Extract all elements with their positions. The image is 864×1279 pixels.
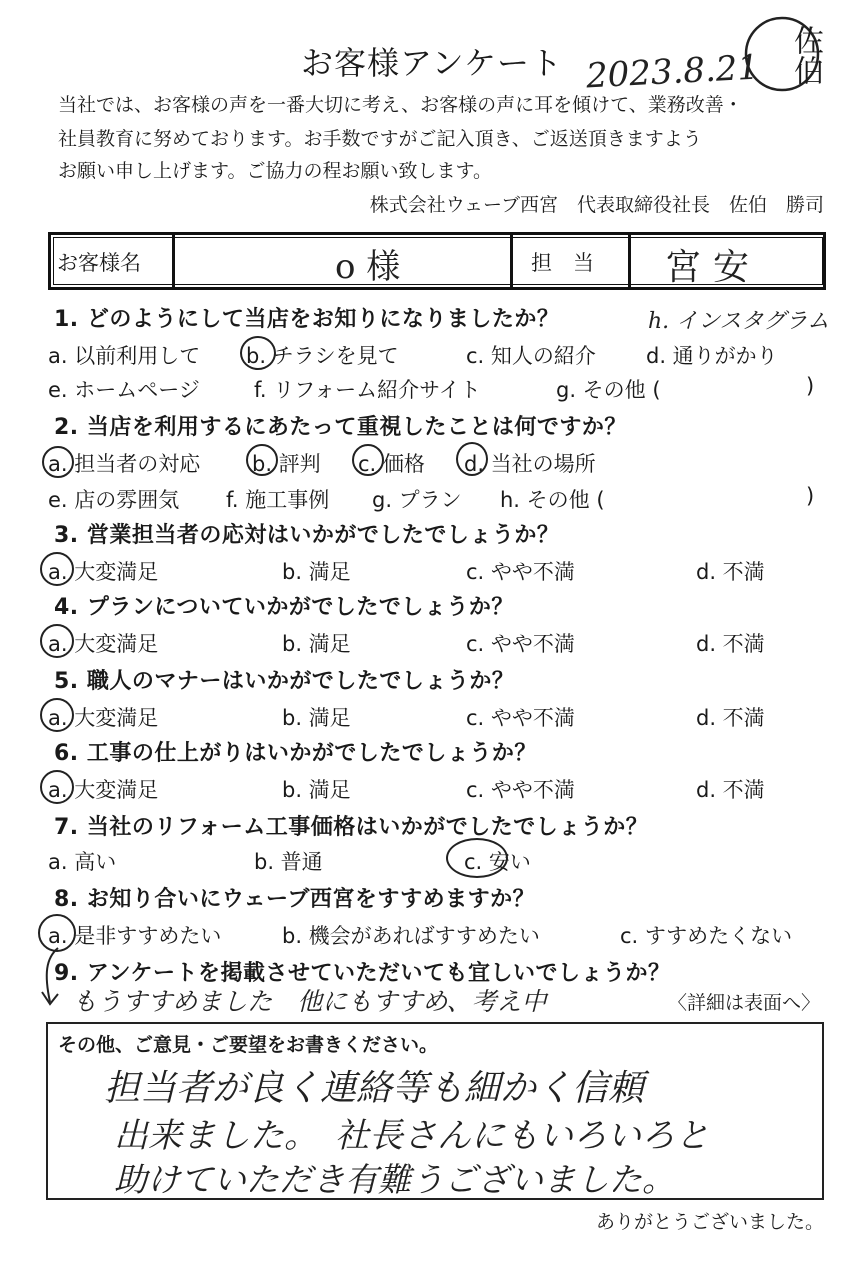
q5-option-c: c. やや不満 bbox=[466, 706, 575, 730]
detail-note: 〈詳細は表面へ〉 bbox=[668, 992, 821, 1014]
q1-option-f: f. リフォーム紹介サイト bbox=[254, 378, 481, 402]
q6-option-c: c. やや不満 bbox=[466, 778, 575, 802]
comment-box bbox=[46, 1022, 824, 1200]
q2-option-h: h. その他 ( bbox=[500, 488, 605, 512]
customer-info-box bbox=[48, 232, 826, 290]
staff-label-cell bbox=[513, 235, 631, 287]
q6-answer-circle-a bbox=[40, 770, 74, 804]
q2-option-a: a. 担当者の対応 bbox=[48, 452, 201, 476]
footer-thanks: ありがとうございました。 bbox=[595, 1211, 824, 1233]
arrow-icon bbox=[40, 944, 70, 1014]
handwritten-date: 2023.8.21 bbox=[585, 47, 760, 97]
customer-name-label: お客様名 bbox=[57, 251, 141, 275]
q4-option-d: d. 不満 bbox=[696, 632, 765, 656]
question-2: 2. 当店を利用するにあたって重視したことは何ですか？ bbox=[54, 415, 627, 440]
q3-answer-circle-a bbox=[40, 552, 74, 586]
question-1: 1. どのようにして当店をお知りになりましたか？ bbox=[54, 307, 560, 332]
q7-option-c: c. 安い bbox=[464, 850, 531, 874]
comment-line-2: 出来ました。 社長さんにもいろいろと bbox=[114, 1116, 709, 1156]
q4-option-c: c. やや不満 bbox=[466, 632, 575, 656]
q4-option-a: a. 大変満足 bbox=[48, 632, 159, 656]
q5-option-d: d. 不満 bbox=[696, 706, 765, 730]
q8-handwritten-comment: もうすすめました 他にもすすめ、考え中 bbox=[72, 987, 547, 1016]
q8-option-a: a. 是非すすめたい bbox=[48, 924, 222, 948]
question-9: 9. アンケートを掲載させていただいても宜しいでしょうか？ bbox=[54, 961, 671, 986]
q3-option-c: c. やや不満 bbox=[466, 560, 575, 584]
q5-answer-circle-a bbox=[40, 698, 74, 732]
q2-option-d: d. 当社の場所 bbox=[464, 452, 596, 476]
q2-option-b: b. 評判 bbox=[252, 452, 321, 476]
q1-option-a: a. 以前利用して bbox=[48, 344, 201, 368]
comment-line-1: 担当者が良く連絡等も細かく信頼 bbox=[104, 1068, 645, 1109]
q7-option-b: b. 普通 bbox=[254, 850, 323, 874]
q7-answer-circle-c bbox=[446, 838, 508, 878]
q6-option-b: b. 満足 bbox=[282, 778, 351, 802]
q6-option-d: d. 不満 bbox=[696, 778, 765, 802]
question-3: 3. 営業担当者の応対はいかがでしたでしょうか？ bbox=[54, 523, 560, 548]
customer-name-value-cell bbox=[175, 235, 513, 287]
q1-answer-circle-b bbox=[240, 336, 276, 370]
q2-answer-circle-a bbox=[42, 446, 74, 478]
q2-option-g: g. プラン bbox=[372, 488, 462, 512]
q1-option-e: e. ホームページ bbox=[48, 378, 200, 402]
customer-name-label-cell bbox=[51, 235, 175, 287]
q2-option-c: c. 価格 bbox=[358, 452, 425, 476]
q4-answer-circle-a bbox=[40, 624, 74, 658]
q1-option-d: d. 通りがかり bbox=[646, 344, 778, 368]
q6-option-a: a. 大変満足 bbox=[48, 778, 159, 802]
q5-option-a: a. 大変満足 bbox=[48, 706, 159, 730]
intro-line-1: 当社では、お客様の声を一番大切に考え、お客様の声に耳を傾けて、業務改善・ bbox=[58, 94, 743, 116]
q2-answer-circle-b bbox=[246, 444, 278, 476]
question-7: 7. 当社のリフォーム工事価格はいかがでしたでしょうか？ bbox=[54, 815, 649, 840]
question-4: 4. プランについていかがでしたでしょうか？ bbox=[54, 595, 514, 620]
handwritten-arrow bbox=[40, 944, 70, 1014]
q1-option-g: g. その他 ( bbox=[556, 378, 661, 402]
staff-value: 宮安 bbox=[665, 247, 762, 288]
comment-line-3: 助けていただき有難うございました。 bbox=[114, 1160, 675, 1199]
seal-text: 佐伯 bbox=[788, 25, 823, 85]
question-5: 5. 職人のマナーはいかがでしたでしょうか？ bbox=[54, 669, 515, 694]
q8-option-b: b. 機会があればすすめたい bbox=[282, 924, 540, 948]
survey-title: お客様アンケート bbox=[300, 44, 564, 82]
q3-option-a: a. 大変満足 bbox=[48, 560, 159, 584]
q8-option-c: c. すすめたくない bbox=[620, 924, 793, 948]
intro-line-3: お願い申し上げます。ご協力の程お願い致します。 bbox=[58, 160, 492, 182]
intro-line-2: 社員教育に努めております。お手数ですがご記入頂き、ご返送頂きますよう bbox=[58, 128, 702, 150]
q1-handwritten-note: h. インスタグラム bbox=[648, 309, 830, 334]
q2-option-f: f. 施工事例 bbox=[226, 488, 330, 512]
company-signature: 株式会社ウェーブ西宮 代表取締役社長 佐伯 勝司 bbox=[369, 194, 824, 216]
q2-option-h-close: ) bbox=[806, 484, 815, 508]
q1-option-g-close: ) bbox=[806, 374, 815, 398]
q5-option-b: b. 満足 bbox=[282, 706, 351, 730]
q1-option-b: b. チラシを見て bbox=[246, 344, 399, 368]
q2-option-e: e. 店の雰囲気 bbox=[48, 488, 180, 512]
question-6: 6. 工事の仕上がりはいかがでしたでしょうか？ bbox=[54, 741, 537, 766]
staff-label: 担 当 bbox=[531, 251, 594, 275]
question-8: 8. お知り合いにウェーブ西宮をすすめますか？ bbox=[54, 887, 536, 912]
comment-label: その他、ご意見・ご要望をお書きください。 bbox=[58, 1034, 439, 1056]
customer-name-value: o 様 bbox=[335, 247, 401, 287]
q3-option-d: d. 不満 bbox=[696, 560, 765, 584]
q4-option-b: b. 満足 bbox=[282, 632, 351, 656]
q1-option-c: c. 知人の紹介 bbox=[466, 344, 596, 368]
q2-answer-circle-c bbox=[352, 444, 384, 476]
q7-option-a: a. 高い bbox=[48, 850, 117, 874]
q2-answer-circle-d bbox=[456, 442, 488, 476]
seal-stamp bbox=[742, 14, 822, 94]
q3-option-b: b. 満足 bbox=[282, 560, 351, 584]
